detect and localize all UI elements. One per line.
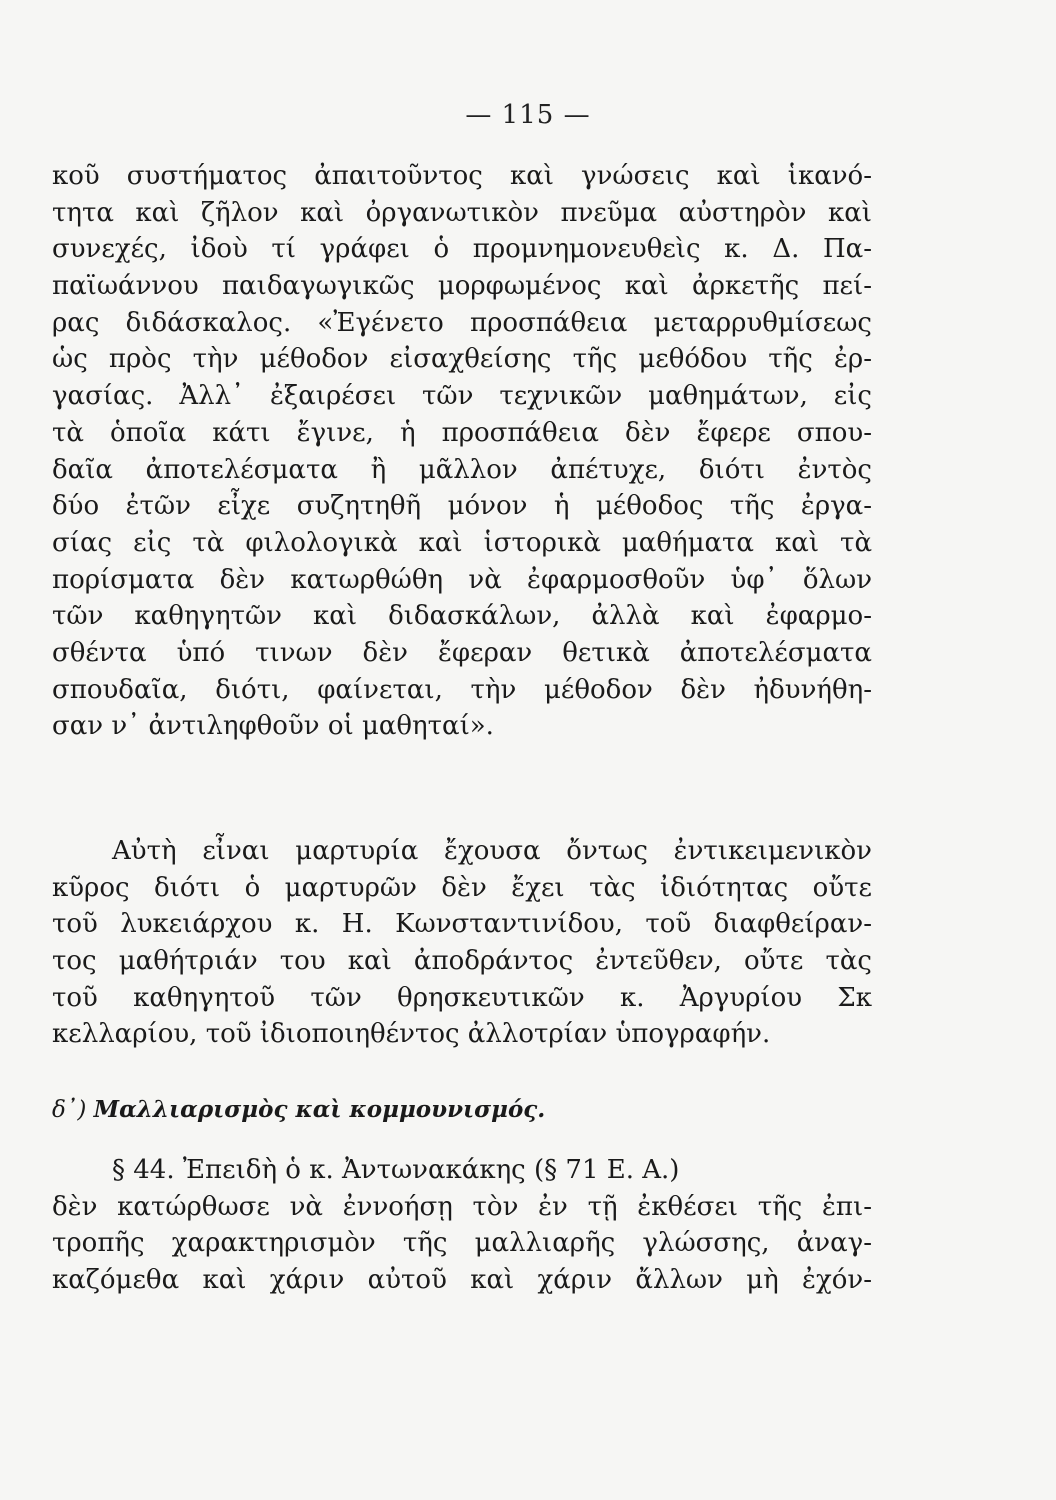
page-number: — 115 — xyxy=(465,100,591,130)
text-line: σίας εἰς τὰ φιλολογικὰ καὶ ἱστορικὰ μαθήματα καὶ τὰ xyxy=(52,527,872,558)
text-line: τῶν καθηγητῶν καὶ διδασκάλων, ἀλλὰ καὶ ἐφαρμο- xyxy=(52,601,872,632)
text-line: τοῦ λυκειάρχου κ. Η. Κωνσταντινίδου, τοῦ διαφθείραν- xyxy=(52,909,872,940)
text-line: κῦρος διότι ὁ μαρτυρῶν δὲν ἔχει τὰς ἰδιότητας οὔτε xyxy=(52,872,872,903)
section-heading xyxy=(52,1096,545,1123)
text-line: Αὐτὴ εἶναι μαρτυρία ἔχουσα ὄντως ἐντικειμενικὸν xyxy=(112,836,872,866)
paragraph-2 xyxy=(52,833,872,1053)
text-line: δὲν κατώρθωσε νὰ ἐννοήσῃ τὸν ἐν τῇ ἐκθέσει τῆς ἐπι- xyxy=(52,1191,872,1222)
text-line: σαν ν᾽ ἀντιληφθοῦν οἱ μαθηταί». xyxy=(52,711,494,742)
section-title: Μαλλιαρισμὸς καὶ κομμουνισμός. xyxy=(93,1096,546,1123)
text-line: τητα καὶ ζῆλον καὶ ὀργανωτικὸν πνεῦμα αὐστηρὸν καὶ xyxy=(52,197,872,228)
text-line: γασίας. Ἀλλ᾽ ἐξαιρέσει τῶν τεχνικῶν μαθημάτων, εἰς xyxy=(52,381,872,412)
text-line: τὰ ὁποῖα κάτι ἔγινε, ἡ προσπάθεια δὲν ἔφερε σπου- xyxy=(52,417,872,448)
text-line: σπουδαῖα, διότι, φαίνεται, τὴν μέθοδον δὲν ἠδυνήθη- xyxy=(52,674,872,705)
text-line: κοῦ συστήματος ἀπαιτοῦντος καὶ γνώσεις καὶ ἱκανό- xyxy=(52,161,872,191)
text-line: ὡς πρὸς τὴν μέθοδον εἰσαχθείσης τῆς μεθόδου τῆς ἐρ- xyxy=(52,344,872,375)
text-line: κελλαρίου, τοῦ ἰδιοποιηθέντος ἀλλοτρίαν ὑπογραφήν. xyxy=(52,1019,771,1050)
text-line: παϊωάννου παιδαγωγικῶς μορφωμένος καὶ ἀρκετῆς πεί- xyxy=(52,271,872,302)
paragraph-3 xyxy=(52,1152,872,1299)
text-line: σθέντα ὑπό τινων δὲν ἔφεραν θετικὰ ἀποτελέσματα xyxy=(52,637,872,668)
text-line: τροπῆς χαρακτηρισμὸν τῆς μαλλιαρῆς γλώσσης, ἀναγ- xyxy=(52,1228,872,1259)
text-line: τοῦ καθηγητοῦ τῶν θρησκευτικῶν κ. Ἀργυρίου Σκ xyxy=(52,982,872,1013)
text-line: συνεχές, ἰδοὺ τί γράφει ὁ προμνημονευθεὶς κ. Δ. Πα- xyxy=(52,234,872,265)
text-line: πορίσματα δὲν κατωρθώθη νὰ ἐφαρμοσθοῦν ὑφ᾽ ὅλων xyxy=(52,564,872,595)
text-line: τος μαθήτριάν του καὶ ἀποδράντος ἐντεῦθεν, οὔτε τὰς xyxy=(52,946,872,977)
section-label: δ᾽) xyxy=(52,1097,87,1123)
text-line: δύο ἐτῶν εἶχε συζητηθῆ μόνον ἡ μέθοδος τῆς ἐργα- xyxy=(52,491,872,522)
text-line: καζόμεθα καὶ χάριν αὐτοῦ καὶ χάριν ἄλλων μὴ ἐχόν- xyxy=(52,1265,872,1296)
text-line: ρας διδάσκαλος. «Ἐγένετο προσπάθεια μεταρρυθμίσεως xyxy=(52,307,872,338)
paragraph-1 xyxy=(52,158,872,745)
text-line: δαῖα ἀποτελέσματα ἢ μᾶλλον ἀπέτυχε, διότι ἐντὸς xyxy=(52,454,872,485)
text-line: § 44. Ἐπειδὴ ὁ κ. Ἀντωνακάκης (§ 71 Ε. Α.) xyxy=(112,1155,680,1185)
